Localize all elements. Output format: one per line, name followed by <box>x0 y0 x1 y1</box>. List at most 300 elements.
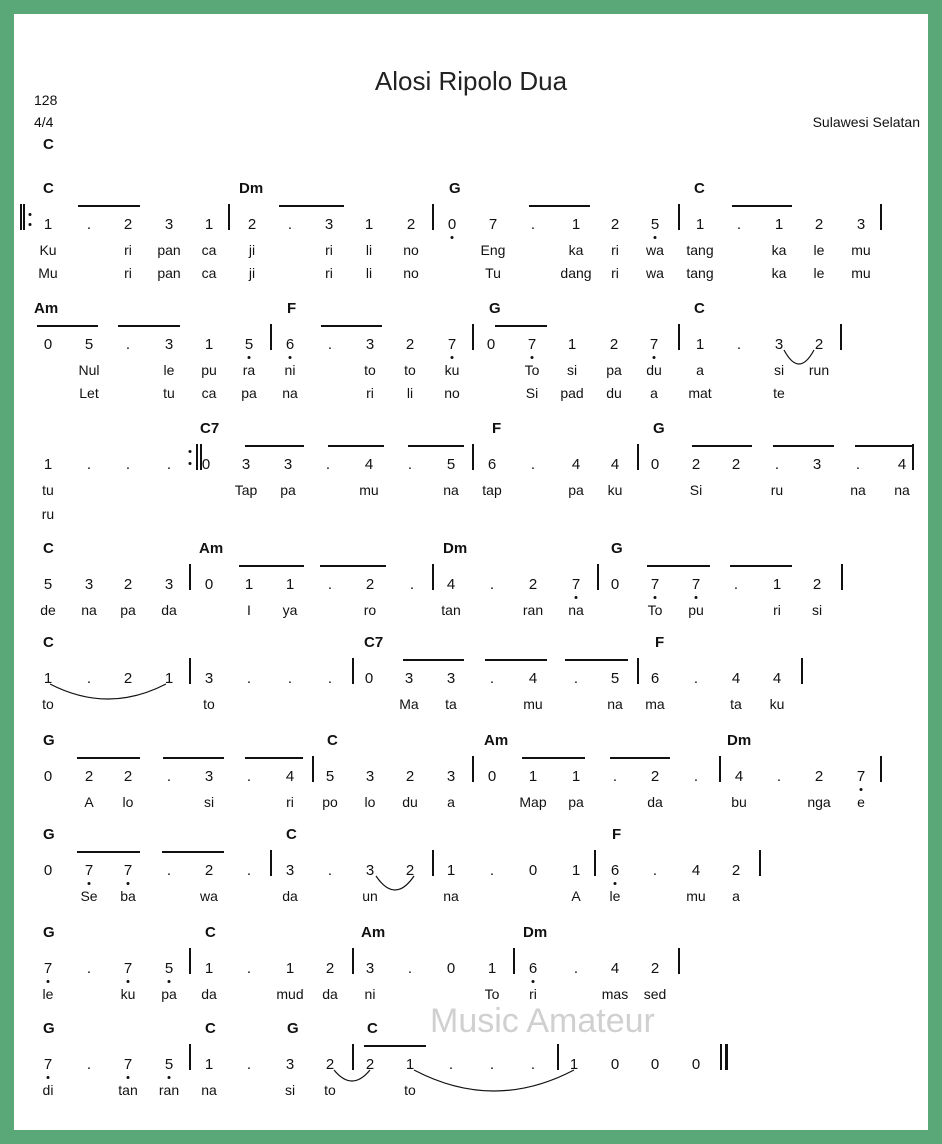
lyric-syllable: si <box>566 362 578 378</box>
lyric-syllable: Se <box>80 888 98 904</box>
lyric-syllable: run <box>808 362 830 378</box>
lyric-syllable: po <box>322 794 338 810</box>
bar-line <box>597 564 599 590</box>
notation-number: . <box>693 768 699 785</box>
lyric-syllable: pa <box>606 362 622 378</box>
notation-number: 4 <box>691 862 701 879</box>
song-sheet <box>14 14 928 1130</box>
lyric-syllable: mu <box>686 888 706 904</box>
notation-number: . <box>86 960 92 977</box>
notation-number: 2 <box>84 768 94 785</box>
bar-line <box>432 850 434 876</box>
lyric-syllable: a <box>447 794 455 810</box>
lyric-syllable: tu <box>163 385 175 401</box>
notation-number: 2 <box>365 1056 375 1073</box>
notation-number: 1 <box>43 456 53 473</box>
lyric-syllable: ya <box>282 602 298 618</box>
repeat-start-line <box>20 204 22 230</box>
lyric-syllable: ran <box>158 1082 180 1098</box>
lyric-syllable: To <box>647 602 663 618</box>
notation-number: 5 <box>84 336 94 353</box>
lyric-syllable: ma <box>645 696 665 712</box>
notation-number: . <box>86 456 92 473</box>
lyric-syllable: wa <box>646 265 664 281</box>
chord-symbol: Dm <box>443 540 468 557</box>
lyric-syllable: na <box>568 602 584 618</box>
lyric-syllable: to <box>324 1082 336 1098</box>
lyric-syllable: ri <box>124 242 132 258</box>
notation-number: 1 <box>695 216 705 233</box>
lyric-syllable: lo <box>364 794 376 810</box>
lower-octave-dot <box>248 356 251 359</box>
notation-number: 1 <box>571 862 581 879</box>
lyric-syllable: to <box>404 362 416 378</box>
chord-symbol: F <box>287 300 297 317</box>
notation-system <box>14 732 928 822</box>
notation-system <box>14 180 928 281</box>
chord-symbol: Am <box>361 924 386 941</box>
lyric-syllable: Nul <box>78 362 100 378</box>
lyric-syllable: e <box>857 794 865 810</box>
lyric-syllable: Tu <box>485 265 501 281</box>
bar-line <box>841 564 843 590</box>
notation-number: 3 <box>164 336 174 353</box>
beam-line <box>37 325 98 327</box>
bar-line <box>880 756 882 782</box>
notation-number: . <box>733 576 739 593</box>
lyric-syllable: li <box>365 265 373 281</box>
notation-number: 1 <box>695 336 705 353</box>
notation-number: 3 <box>812 456 822 473</box>
notation-number: 4 <box>772 670 782 687</box>
chord-symbol: F <box>655 634 665 651</box>
notation-number: 0 <box>610 1056 620 1073</box>
notation-number: 2 <box>814 216 824 233</box>
lyric-syllable: pu <box>201 362 217 378</box>
chord-symbol: C <box>327 732 338 749</box>
lyric-syllable: wa <box>646 242 664 258</box>
bar-line <box>312 756 314 782</box>
beam-line <box>730 565 792 567</box>
lyric-syllable: na <box>850 482 866 498</box>
notation-number: . <box>327 670 333 687</box>
lyric-syllable: si <box>203 794 215 810</box>
chord-symbol: C7 <box>200 420 220 437</box>
beam-line <box>118 325 180 327</box>
notation-number: . <box>166 456 172 473</box>
notation-number: . <box>166 862 172 879</box>
bar-line <box>880 204 882 230</box>
bar-line <box>432 564 434 590</box>
lyric-syllable: na <box>894 482 910 498</box>
lyric-syllable: no <box>403 265 419 281</box>
notation-number: 3 <box>204 768 214 785</box>
notation-number: 5 <box>650 216 660 233</box>
notation-number: 1 <box>43 216 53 233</box>
chord-symbol: Dm <box>239 180 264 197</box>
chord-symbol: Am <box>484 732 509 749</box>
lyric-syllable: ri <box>529 986 537 1002</box>
notation-number: 0 <box>201 456 211 473</box>
beam-line <box>163 757 224 759</box>
lyric-syllable: da <box>322 986 338 1002</box>
notation-number: 7 <box>43 960 53 977</box>
lyric-syllable: ri <box>611 265 619 281</box>
notation-number: 2 <box>731 862 741 879</box>
notation-number: 3 <box>324 216 334 233</box>
notation-system <box>14 420 928 522</box>
notation-number: . <box>489 576 495 593</box>
notation-number: 1 <box>244 576 254 593</box>
notation-number: 2 <box>325 960 335 977</box>
notation-number: 1 <box>774 216 784 233</box>
notation-number: . <box>327 576 333 593</box>
lyric-syllable: tap <box>482 482 502 498</box>
lyric-syllable: bu <box>731 794 747 810</box>
notation-number: 2 <box>123 768 133 785</box>
lyric-syllable: du <box>646 362 662 378</box>
notation-number: . <box>776 768 782 785</box>
notation-number: . <box>489 670 495 687</box>
notation-number: 2 <box>650 768 660 785</box>
repeat-dot <box>29 213 32 216</box>
notation-number: 5 <box>164 1056 174 1073</box>
notation-number: 2 <box>325 1056 335 1073</box>
lyric-syllable: da <box>161 602 177 618</box>
notation-number: . <box>530 456 536 473</box>
notation-number: . <box>246 1056 252 1073</box>
notation-number: 6 <box>528 960 538 977</box>
lower-octave-dot <box>451 236 454 239</box>
chord-symbol: F <box>612 826 622 843</box>
lyric-syllable: si <box>811 602 823 618</box>
lyric-syllable: ku <box>120 986 136 1002</box>
notation-number: 3 <box>285 1056 295 1073</box>
notation-number: 3 <box>365 960 375 977</box>
notation-number: 4 <box>610 456 620 473</box>
notation-number: 0 <box>446 960 456 977</box>
lyric-syllable: wa <box>200 888 218 904</box>
bar-line <box>189 564 191 590</box>
lyric-syllable: mu <box>523 696 543 712</box>
lower-octave-dot <box>860 788 863 791</box>
chord-symbol: G <box>489 300 501 317</box>
lower-octave-dot <box>289 356 292 359</box>
lyric-syllable: mu <box>851 265 871 281</box>
notation-number: . <box>530 1056 536 1073</box>
lyric-syllable: ru <box>770 482 784 498</box>
bar-line <box>678 948 680 974</box>
notation-number: 4 <box>528 670 538 687</box>
bar-line <box>637 444 639 470</box>
lyric-syllable: ka <box>771 242 787 258</box>
notation-number: 2 <box>609 336 619 353</box>
chord-symbol: C <box>286 826 297 843</box>
notation-number: 4 <box>897 456 907 473</box>
lyric-syllable: na <box>443 482 459 498</box>
lyric-syllable: si <box>284 1082 296 1098</box>
bar-line <box>189 1044 191 1070</box>
notation-number: 0 <box>43 336 53 353</box>
lower-octave-dot <box>127 882 130 885</box>
lyric-syllable: mas <box>601 986 629 1002</box>
notation-number: 2 <box>731 456 741 473</box>
notation-number: 2 <box>405 862 415 879</box>
chord-symbol: C <box>205 1020 216 1037</box>
notation-number: 2 <box>204 862 214 879</box>
notation-number: 3 <box>446 768 456 785</box>
notation-number: 4 <box>734 768 744 785</box>
notation-number: 1 <box>204 1056 214 1073</box>
chord-symbol: C7 <box>364 634 384 651</box>
lyric-syllable: du <box>606 385 622 401</box>
lower-octave-dot <box>88 882 91 885</box>
notation-number: . <box>246 960 252 977</box>
lower-octave-dot <box>47 980 50 983</box>
notation-number: 6 <box>285 336 295 353</box>
beam-line <box>610 757 670 759</box>
notation-number: 0 <box>650 456 660 473</box>
beam-line <box>732 205 792 207</box>
lyric-syllable: pa <box>568 794 584 810</box>
beam-line <box>403 659 464 661</box>
notation-number: 1 <box>487 960 497 977</box>
beam-line <box>279 205 344 207</box>
chord-symbol: G <box>43 924 55 941</box>
slur-arc <box>50 684 166 699</box>
notation-number: 5 <box>446 456 456 473</box>
notation-number: 7 <box>447 336 457 353</box>
lyric-syllable: ri <box>286 794 294 810</box>
notation-number: 1 <box>164 670 174 687</box>
notation-number: 3 <box>241 456 251 473</box>
lyric-syllable: Eng <box>480 242 506 258</box>
lyric-syllable: de <box>40 602 56 618</box>
chord-symbol: G <box>43 1020 55 1037</box>
lyric-syllable: lo <box>122 794 134 810</box>
notation-number: 7 <box>527 336 537 353</box>
lyric-syllable: si <box>773 362 785 378</box>
lyric-syllable: ka <box>771 265 787 281</box>
notation-number: 4 <box>364 456 374 473</box>
notation-number: 7 <box>488 216 498 233</box>
lyric-syllable: pad <box>560 385 584 401</box>
lyric-syllable: da <box>647 794 663 810</box>
beam-line <box>245 445 304 447</box>
beam-line <box>408 445 464 447</box>
lower-octave-dot <box>532 980 535 983</box>
notation-number: 7 <box>123 1056 133 1073</box>
notation-number: 0 <box>528 862 538 879</box>
lyric-syllable: pan <box>157 265 181 281</box>
chord-symbol: F <box>492 420 502 437</box>
lyric-syllable: no <box>444 385 460 401</box>
notation-number: 0 <box>691 1056 701 1073</box>
slur-arc <box>334 1070 370 1081</box>
notation-number: 7 <box>123 862 133 879</box>
notation-number: 1 <box>567 336 577 353</box>
beam-line <box>320 565 386 567</box>
beam-line <box>364 1045 426 1047</box>
lyric-syllable: Mu <box>38 265 58 281</box>
notation-number: . <box>489 862 495 879</box>
lyric-syllable: pu <box>688 602 704 618</box>
notation-number: . <box>246 768 252 785</box>
chord-symbol: G <box>653 420 665 437</box>
notation-number: 2 <box>814 768 824 785</box>
lyric-syllable: ni <box>364 986 376 1002</box>
lower-octave-dot <box>168 980 171 983</box>
lyric-syllable: tang <box>686 265 714 281</box>
notation-number: 7 <box>43 1056 53 1073</box>
bar-line <box>228 204 230 230</box>
lyric-syllable: le <box>163 362 175 378</box>
bar-line <box>594 850 596 876</box>
slur-layer <box>14 826 928 916</box>
notation-number: 3 <box>856 216 866 233</box>
notation-number: 3 <box>84 576 94 593</box>
notation-number: 4 <box>285 768 295 785</box>
lyric-syllable: pa <box>120 602 136 618</box>
bar-line <box>719 756 721 782</box>
bar-line <box>189 658 191 684</box>
lower-octave-dot <box>614 882 617 885</box>
lyric-syllable: ji <box>248 242 256 258</box>
beam-line <box>565 659 628 661</box>
notation-number: 2 <box>365 576 375 593</box>
notation-number: 3 <box>283 456 293 473</box>
beam-line <box>692 445 752 447</box>
notation-number: 1 <box>528 768 538 785</box>
lyric-syllable: no <box>403 242 419 258</box>
notation-number: 7 <box>84 862 94 879</box>
lyric-syllable: na <box>607 696 623 712</box>
lyric-syllable: ri <box>366 385 374 401</box>
lyric-syllable: pa <box>241 385 257 401</box>
notation-number: 0 <box>43 862 53 879</box>
bar-line <box>678 204 680 230</box>
lyric-syllable: ka <box>568 242 584 258</box>
notation-number: . <box>774 456 780 473</box>
lyric-syllable: Si <box>525 385 539 401</box>
notation-number: 6 <box>610 862 620 879</box>
notation-number: 1 <box>569 1056 579 1073</box>
lyric-syllable: ri <box>611 242 619 258</box>
lyric-syllable: to <box>203 696 215 712</box>
bar-line <box>432 204 434 230</box>
lyric-syllable: tang <box>686 242 714 258</box>
lower-octave-dot <box>451 356 454 359</box>
notation-system <box>14 300 928 401</box>
lyric-syllable: to <box>364 362 376 378</box>
lyric-syllable: ku <box>607 482 623 498</box>
beam-line <box>495 325 547 327</box>
chord-symbol: G <box>611 540 623 557</box>
lyric-syllable: na <box>282 385 298 401</box>
notation-number: . <box>287 216 293 233</box>
lyric-syllable: a <box>650 385 658 401</box>
lyric-syllable: le <box>813 265 825 281</box>
bar-line <box>196 444 198 470</box>
notation-number: . <box>86 216 92 233</box>
lyric-syllable: dang <box>560 265 592 281</box>
notation-number: . <box>736 216 742 233</box>
notation-number: 1 <box>43 670 53 687</box>
beam-line <box>239 565 304 567</box>
bar-line <box>472 324 474 350</box>
notation-number: 3 <box>365 862 375 879</box>
notation-number: . <box>530 216 536 233</box>
lyric-syllable: pa <box>161 986 177 1002</box>
lyric-syllable: mu <box>359 482 379 498</box>
lyric-syllable: To <box>524 362 540 378</box>
notation-number: . <box>407 960 413 977</box>
lower-octave-dot <box>127 1076 130 1079</box>
notation-number: 1 <box>285 960 295 977</box>
notation-number: 0 <box>610 576 620 593</box>
notation-number: 1 <box>204 336 214 353</box>
lyric-syllable: li <box>406 385 414 401</box>
notation-number: 2 <box>405 336 415 353</box>
notation-number: . <box>489 1056 495 1073</box>
notation-number: 7 <box>856 768 866 785</box>
lyric-syllable: pa <box>568 482 584 498</box>
chord-symbol: Am <box>199 540 224 557</box>
notation-number: 1 <box>364 216 374 233</box>
beam-line <box>245 757 303 759</box>
chord-symbol: C <box>43 540 54 557</box>
repeat-end-line <box>200 444 202 470</box>
notation-number: 0 <box>204 576 214 593</box>
bar-line <box>270 850 272 876</box>
lyric-syllable: te <box>773 385 785 401</box>
bar-line <box>801 658 803 684</box>
notation-number: 2 <box>123 670 133 687</box>
notation-number: 3 <box>164 576 174 593</box>
beam-line <box>773 445 834 447</box>
lyric-syllable: le <box>609 888 621 904</box>
bar-line <box>637 658 639 684</box>
bar-line <box>678 324 680 350</box>
lyric-syllable: nga <box>807 794 831 810</box>
notation-number: 5 <box>43 576 53 593</box>
lyric-syllable: ru <box>41 506 55 522</box>
notation-number: 2 <box>406 216 416 233</box>
lyric-syllable: da <box>282 888 298 904</box>
lyric-syllable: le <box>813 242 825 258</box>
chord-symbol: Am <box>34 300 59 317</box>
lyric-syllable: na <box>81 602 97 618</box>
lyric-syllable: ri <box>124 265 132 281</box>
notation-number: 3 <box>204 670 214 687</box>
lower-octave-dot <box>127 980 130 983</box>
lyric-syllable: ro <box>363 602 377 618</box>
notation-number: . <box>652 862 658 879</box>
notation-number: . <box>736 336 742 353</box>
notation-number: . <box>409 576 415 593</box>
song-title: Alosi Ripolo Dua <box>374 66 568 96</box>
lyric-syllable: ri <box>325 265 333 281</box>
lyric-syllable: tan <box>118 1082 138 1098</box>
notation-number: . <box>407 456 413 473</box>
notation-number: 4 <box>571 456 581 473</box>
lyric-syllable: Let <box>79 385 99 401</box>
notation-number: . <box>246 862 252 879</box>
notation-number: 6 <box>650 670 660 687</box>
notation-number: 7 <box>691 576 701 593</box>
chord-symbol: Dm <box>523 924 548 941</box>
time-signature: 4/4 <box>34 114 54 130</box>
